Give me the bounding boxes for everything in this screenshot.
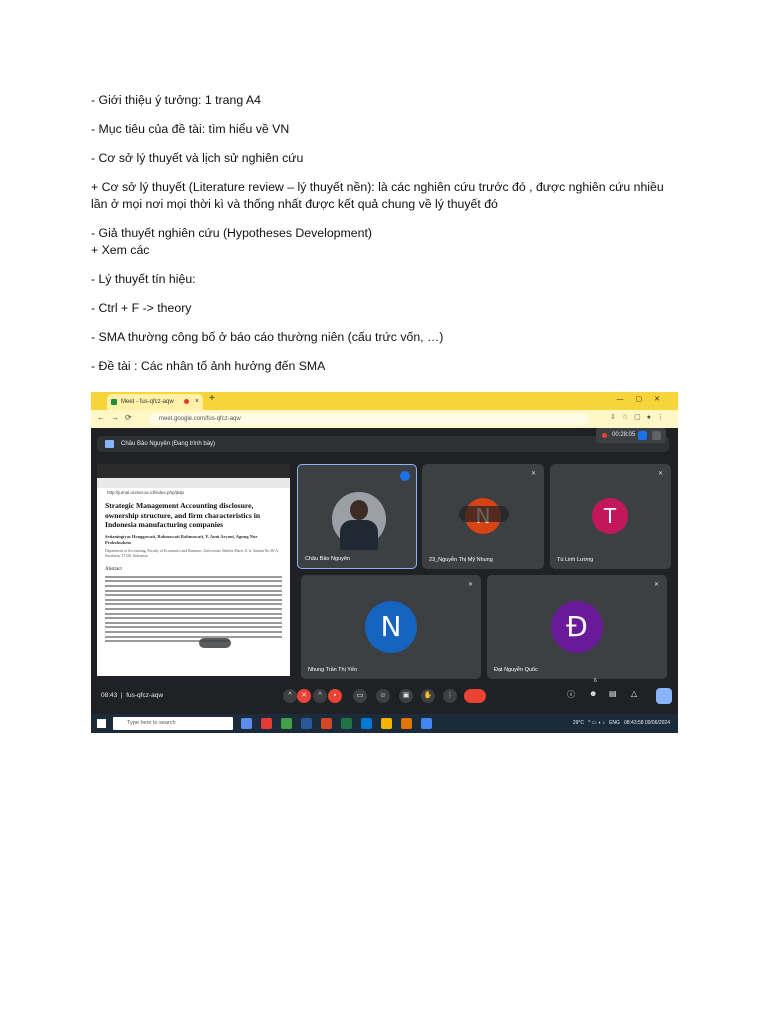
doc-line-5: - Giả thuyết nghiên cứu (Hypotheses Development) (91, 226, 372, 240)
meet-controls (91, 678, 678, 708)
close-tab-icon[interactable]: × (194, 398, 199, 405)
app-icon[interactable] (361, 718, 372, 729)
participant-tile-3[interactable] (550, 464, 671, 569)
app-icon[interactable] (241, 718, 252, 729)
presenter-name: Châu Bảo Nguyên (Đang trình bày) (121, 441, 216, 447)
present-icon (105, 440, 114, 448)
doc-line-9: - SMA thường công bố ở báo cáo thường niên (cấu trức vốn, …) (91, 330, 444, 344)
app-icon[interactable] (401, 718, 412, 729)
mic-button[interactable]: ✕ (297, 689, 311, 703)
new-tab-icon[interactable]: + (209, 393, 215, 404)
doc-line-6: + Xem các (91, 243, 150, 257)
paper-title: Strategic Management Accounting disclosure, ownership structure, and firm characteristics in Indonesia manufacturing companies (105, 501, 261, 530)
participant-name: Châu Bảo Nguyên (305, 556, 350, 562)
more-options-button[interactable]: ⋮ (443, 689, 457, 703)
recording-icon (184, 399, 189, 404)
camera-button[interactable]: ▪ (328, 689, 342, 703)
participant-tile-2[interactable] (422, 464, 544, 569)
speaking-icon (400, 471, 410, 481)
doc-line-10: - Đề tài : Các nhân tố ảnh hưởng đến SMA (91, 359, 326, 373)
abstract-heading: Abstract (105, 566, 122, 572)
app-icon[interactable] (301, 718, 312, 729)
document-body (91, 92, 683, 387)
abstract-text (97, 574, 290, 647)
window-controls[interactable]: —▢✕ (616, 396, 672, 403)
url-field[interactable]: meet.google.com/fus-qfcz-aqw (149, 413, 589, 425)
participant-name: Nhung Trần Thị Yến (308, 667, 358, 673)
avatar (332, 492, 386, 546)
avatar: N (365, 601, 417, 653)
extension-icons[interactable]: ⇩☆▢●⋮ (610, 414, 670, 421)
system-tray: 29°C ^ ▭ ◖ ♪ ENG 08:43:58 09/06/2024 (572, 720, 670, 726)
more-audio-icon[interactable]: ^ (283, 689, 297, 703)
paper-affiliation: Department of Accounting, Faculty of Economics and Business, Universitas Sebelas Maret Jl. Ir. Sutami No.36-A, Surakarta, 57126, Indonesia (105, 548, 279, 558)
mic-off-icon: ✕ (657, 471, 663, 477)
participant-count: 6 (594, 678, 597, 684)
clock-time: 08:43:58 (624, 720, 644, 726)
app-icon[interactable] (421, 718, 432, 729)
mute-icon[interactable] (652, 431, 661, 440)
tile-hover-controls[interactable] (459, 506, 509, 522)
meet-header (91, 428, 678, 458)
participant-tile-5[interactable] (487, 575, 667, 679)
taskbar-search[interactable]: Type here to search (113, 717, 233, 730)
nav-buttons[interactable]: ←→⟳ (97, 413, 138, 422)
page-pill[interactable] (199, 638, 231, 648)
viewer-titlebar (97, 464, 290, 478)
browser-tab[interactable] (107, 394, 203, 410)
participant-name: 23_Nguyễn Thị Mỹ Nhung (429, 557, 493, 563)
doc-line-7: - Lý thuyết tín hiệu: (91, 272, 196, 286)
shared-screen (97, 464, 290, 676)
doc-line-4: + Cơ sở lý thuyết (Literature review – lý thuyết nền): là các nghiên cứu trước đó , được nghiên cứu nhiều lần ở mọi nơi mọi thời kì và thống nhất được kết quả chung về lý thuyết đó (91, 180, 664, 211)
end-call-button[interactable] (464, 689, 486, 703)
record-dot-icon (602, 433, 607, 438)
participant-name: Đạt Nguyễn Quốc (494, 667, 538, 673)
participant-tile-4[interactable] (301, 575, 481, 679)
mic-off-icon: ✕ (653, 582, 659, 588)
paper-authors: Setianingtyas Honggowati, Rahmawati Rahmawati, Y. Anni Aryani, Agung Nur Probohudono (105, 533, 258, 545)
language: ENG (609, 720, 620, 726)
viewer-toolbar (97, 478, 290, 488)
host-controls-button[interactable] (656, 688, 672, 704)
avatar: T (592, 498, 628, 534)
clock-date: 09/06/2024 (644, 720, 670, 726)
app-icon[interactable] (321, 718, 332, 729)
windows-taskbar (91, 714, 678, 733)
raise-hand-button[interactable]: ✋ (421, 689, 435, 703)
doc-line-8: - Ctrl + F -> theory (91, 301, 192, 315)
doc-line-1: - Giới thiệu ý tưởng: 1 trang A4 (91, 93, 261, 107)
chat-icon[interactable]: ▤ (609, 689, 617, 698)
app-icon[interactable] (341, 718, 352, 729)
meeting-code: fus-qfcz-aqw (126, 692, 164, 699)
info-icon[interactable]: ⓘ (567, 690, 575, 699)
doc-line-2: - Mục tiêu của đề tài: tìm hiểu về VN (91, 122, 290, 136)
avatar: Đ (551, 601, 603, 653)
participant-tile-1[interactable] (297, 464, 417, 569)
captions-button[interactable]: ▭ (353, 689, 367, 703)
record-time: 00:28:05 (612, 432, 636, 438)
people-icon[interactable]: ☻ (589, 689, 598, 698)
meeting-time: 08:43 (101, 692, 118, 699)
meeting-info: 08:43 | fus-qfcz-aqw (101, 692, 164, 699)
address-bar (91, 410, 678, 428)
participant-name: Tú Linh Lương (557, 557, 594, 563)
tab-title: Meet - fus-qfcz-aqw (121, 399, 174, 405)
app-icon[interactable] (381, 718, 392, 729)
weather: 29°C (572, 720, 584, 726)
activities-icon[interactable]: △ (631, 689, 638, 698)
mic-off-icon: ✕ (530, 471, 536, 477)
windows-start-icon[interactable] (97, 719, 106, 728)
app-icon[interactable] (281, 718, 292, 729)
meet-screenshot (91, 392, 678, 733)
doc-line-3: - Cơ sở lý thuyết và lịch sử nghiên cứu (91, 151, 304, 165)
video-options-icon[interactable]: ^ (313, 689, 327, 703)
stop-record-button[interactable] (638, 431, 647, 440)
emoji-button[interactable]: ☺ (376, 689, 390, 703)
app-icon[interactable] (261, 718, 272, 729)
recording-timer (596, 428, 666, 443)
presenter-banner (97, 436, 669, 452)
present-button[interactable]: ▣ (399, 689, 413, 703)
meet-icon (111, 399, 117, 405)
journal-url: http://jurnal.unmer.ac.id/index.php/jkdp (107, 490, 185, 495)
mic-off-icon: ✕ (467, 582, 473, 588)
browser-tabbar (91, 392, 678, 410)
